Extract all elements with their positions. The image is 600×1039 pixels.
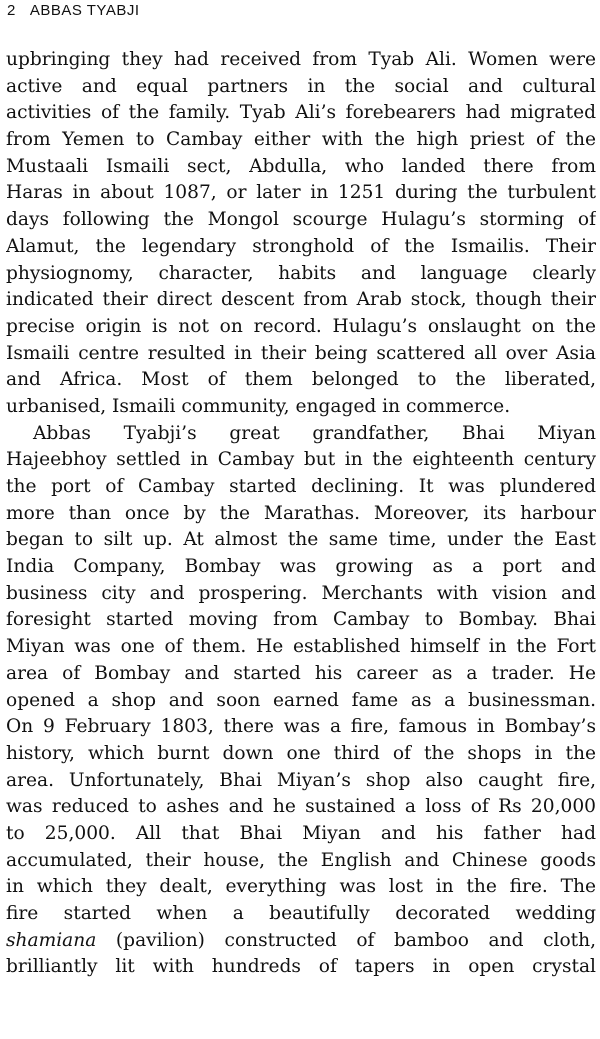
text-line: On 9 February 1803, there was a fire, famous in Bombay’s xyxy=(6,716,596,738)
text-line: opened a shop and soon earned fame as a businessman. xyxy=(6,689,596,711)
text-line: foresight started moving from Cambay to Bombay. Bhai xyxy=(6,609,596,631)
text-line: more than once by the Marathas. Moreover, its harbour xyxy=(6,502,596,524)
text-line: Abbas Tyabji’s great grandfather, Bhai Miyan xyxy=(33,422,596,444)
text-line: and Africa. Most of them belonged to the liberated, xyxy=(6,369,596,391)
text-line: area. Unfortunately, Bhai Miyan’s shop also caught fire, xyxy=(6,769,596,791)
text-line: the port of Cambay started declining. It was plundered xyxy=(6,476,596,497)
text-line: India Company, Bombay was growing as a port and xyxy=(6,556,596,578)
text-line: area of Bombay and started his career as a trader. He xyxy=(6,662,596,684)
text-line: Ismaili centre resulted in their being scattered all over Asia xyxy=(6,342,596,364)
text-line: indicated their direct descent from Arab stock, though their xyxy=(6,289,596,311)
text-line: began to silt up. At almost the same time, under the East xyxy=(6,529,596,551)
text-line: activities of the family. Tyab Ali’s forebearers had migrated xyxy=(6,102,596,124)
text-line: Alamut, the legendary stronghold of the Ismailis. Their xyxy=(6,235,596,257)
running-title: ABBAS TYABJI xyxy=(29,2,140,19)
text-line: to 25,000. All that Bhai Miyan and his father had xyxy=(6,822,596,844)
text-line: business city and prospering. Merchants with vision and xyxy=(6,582,596,604)
text-line: physiognomy, character, habits and language clearly xyxy=(6,262,596,284)
text-line: in which they dealt, everything was lost in the fire. The xyxy=(6,876,596,898)
text-line: upbringing they had received from Tyab Ali. Women were xyxy=(6,49,596,70)
text-line: active and equal partners in the social and cultural xyxy=(6,75,596,97)
text-line: precise origin is not on record. Hulagu’s onslaught on the xyxy=(6,315,596,337)
text-line: accumulated, their house, the English and Chinese goods xyxy=(6,849,596,871)
text-line: days following the Mongol scourge Hulagu’s storming of xyxy=(6,209,596,231)
text-fragment: (pavilion) constructed of bamboo and cloth, xyxy=(96,929,596,951)
text-line: Hajeebhoy settled in Cambay but in the eighteenth century xyxy=(6,449,596,471)
text-line xyxy=(6,928,596,955)
text-line: Haras in about 1087, or later in 1251 during the turbulent xyxy=(6,182,596,204)
text-line: history, which burnt down one third of the shops in the xyxy=(6,742,596,764)
body-text xyxy=(6,47,596,981)
running-header xyxy=(7,1,140,21)
text-line: urbanised, Ismaili community, engaged in commerce. xyxy=(6,395,511,417)
text-line: Miyan was one of them. He established himself in the Fort xyxy=(6,636,596,658)
text-line: brilliantly lit with hundreds of tapers in open crystal xyxy=(6,956,596,978)
text-line: Mustaali Ismaili sect, Abdulla, who landed there from xyxy=(6,155,596,177)
text-line: fire started when a beautifully decorated wedding xyxy=(6,903,596,924)
text-line: was reduced to ashes and he sustained a loss of Rs 20,000 xyxy=(6,796,596,818)
italic-term: shamiana xyxy=(6,929,97,951)
page-number: 2 xyxy=(7,2,16,19)
text-line: from Yemen to Cambay either with the high priest of the xyxy=(6,129,596,151)
